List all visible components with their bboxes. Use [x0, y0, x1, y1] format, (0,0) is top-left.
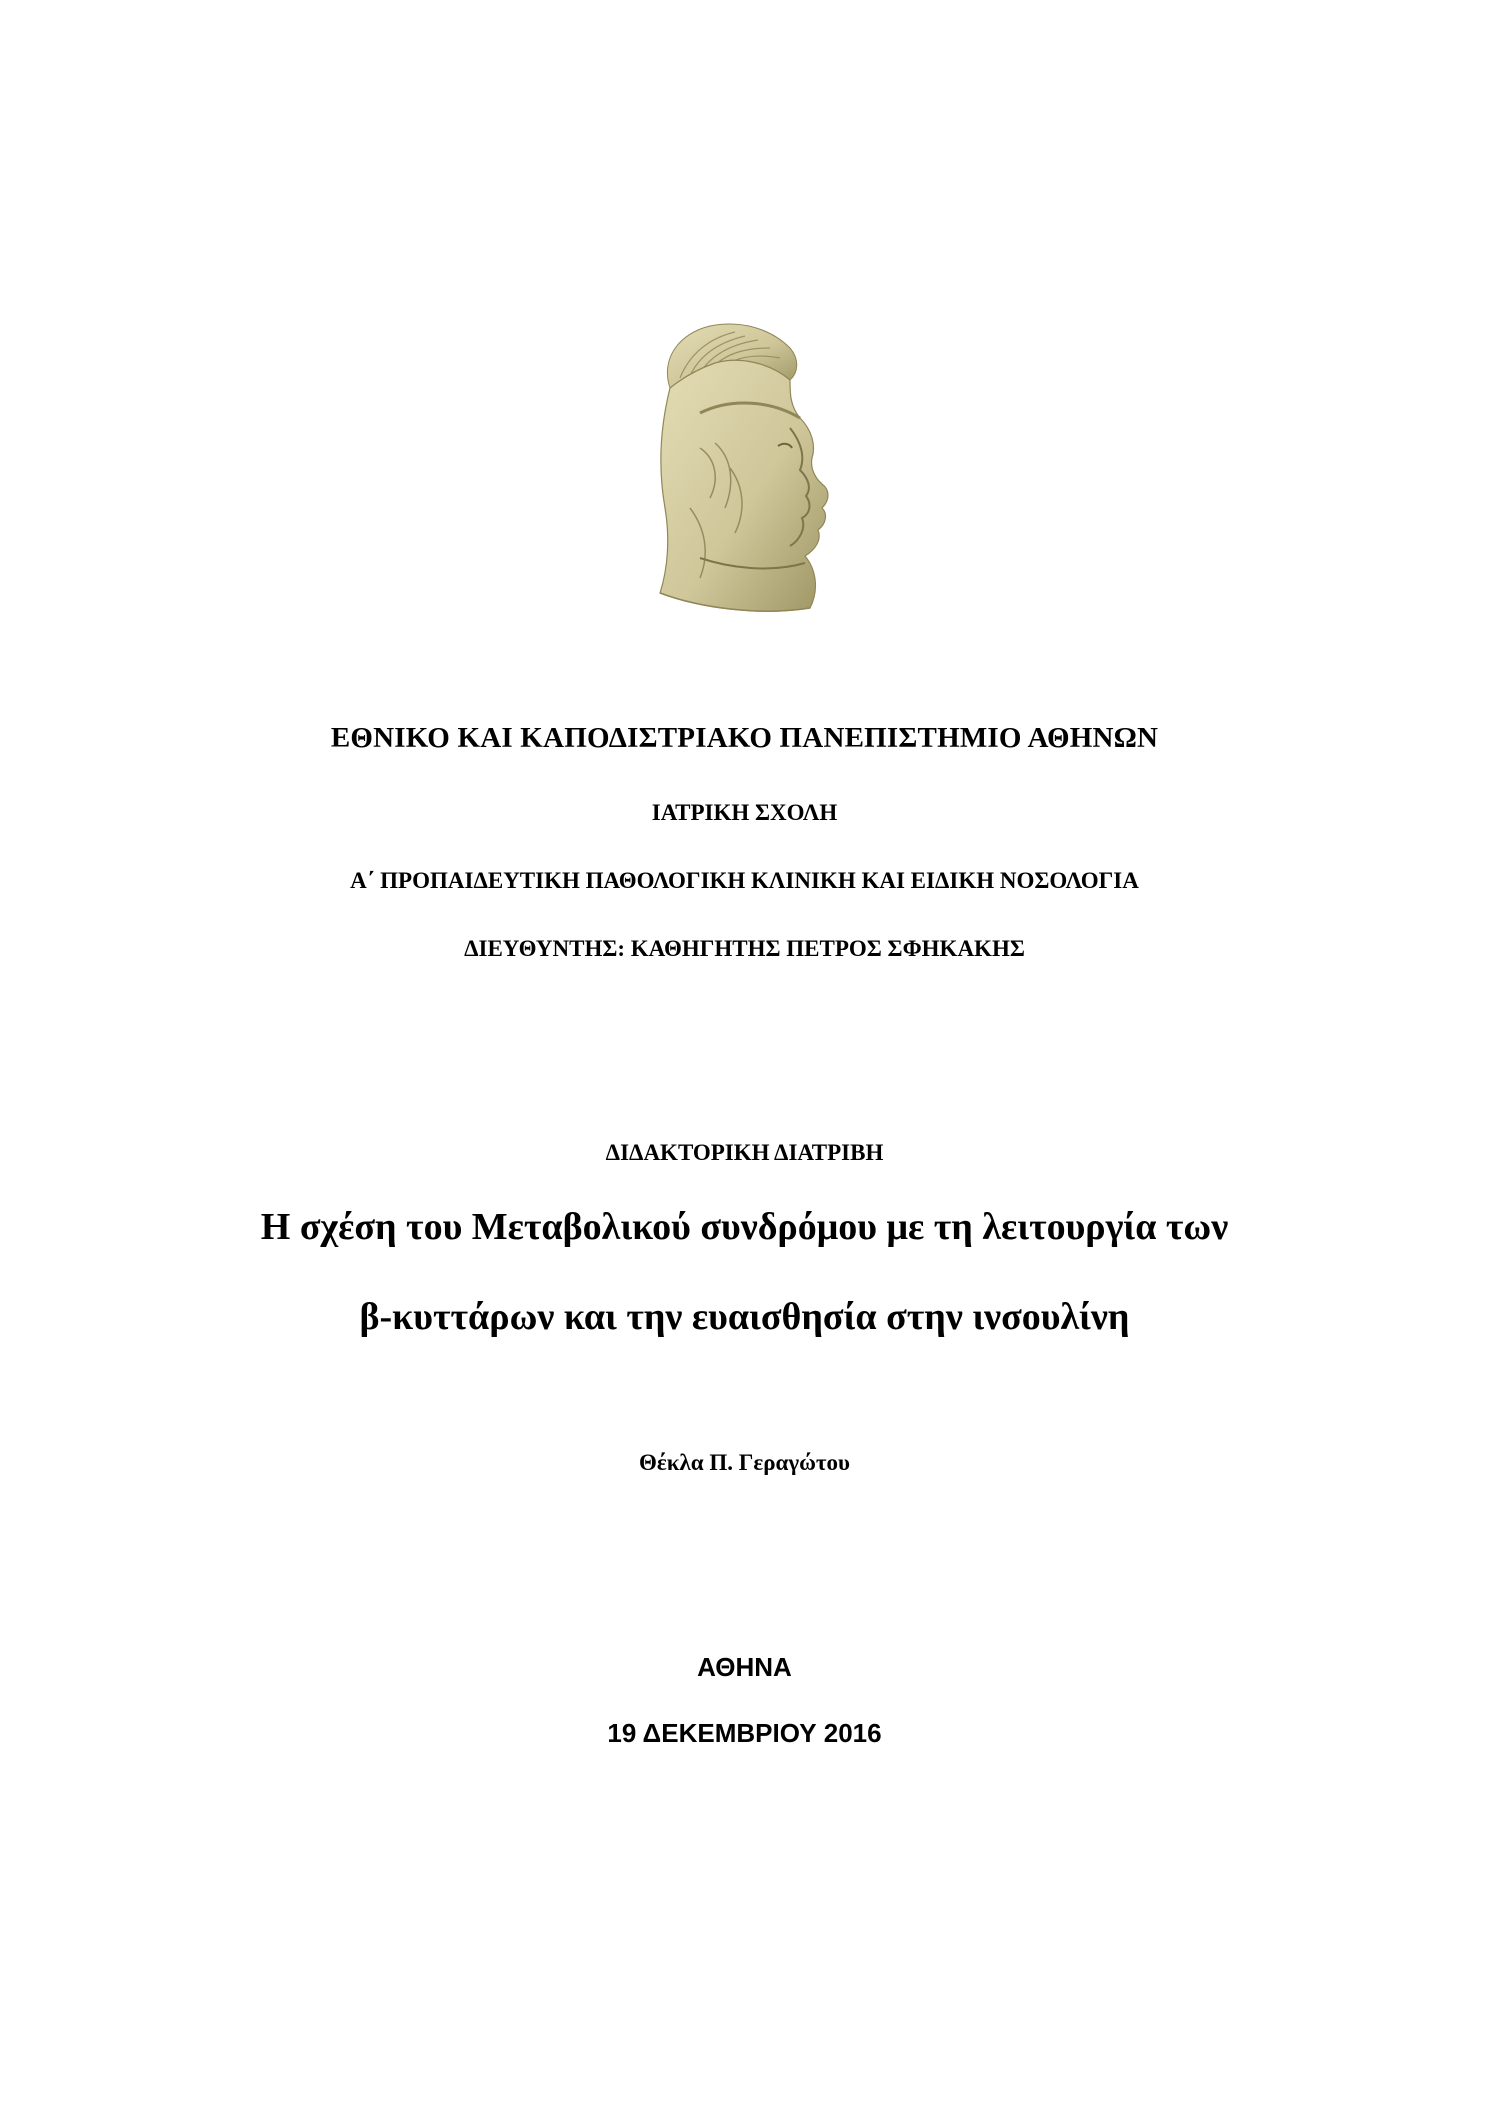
city: ΑΘΗΝΑ	[697, 1652, 792, 1682]
director-line: ΔΙΕΥΘΥΝΤΗΣ: ΚΑΘΗΓΗΤΗΣ ΠΕΤΡΟΣ ΣΦΗΚΑΚΗΣ	[464, 936, 1025, 961]
date: 19 ΔΕΚΕΜΒΡΙΟΥ 2016	[607, 1718, 882, 1748]
thesis-type: ΔΙΔΑΚΤΟΡΙΚΗ ΔΙΑΤΡΙΒΗ	[605, 1140, 884, 1165]
thesis-title-line-1: Η σχέση του Μεταβολικού συνδρόμου με τη λειτουργία των	[260, 1206, 1229, 1248]
author-name: Θέκλα Π. Γεραγώτου	[639, 1450, 850, 1475]
athena-head-icon	[640, 318, 860, 620]
school-name: ΙΑΤΡΙΚΗ ΣΧΟΛΗ	[651, 800, 838, 825]
university-name: ΕΘΝΙΚΟ ΚΑΙ ΚΑΠΟΔΙΣΤΡΙΑΚΟ ΠΑΝΕΠΙΣΤΗΜΙΟ ΑΘΗΝΩΝ	[330, 722, 1159, 754]
clinic-name: Α΄ ΠΡΟΠΑΙΔΕΥΤΙΚΗ ΠΑΘΟΛΟΓΙΚΗ ΚΛΙΝΙΚΗ ΚΑΙ ΕΙΔΙΚΗ ΝΟΣΟΛΟΓΙΑ	[350, 868, 1139, 893]
thesis-title-line-2: β-κυττάρων και την ευαισθησία στην ινσουλίνη	[359, 1296, 1130, 1338]
